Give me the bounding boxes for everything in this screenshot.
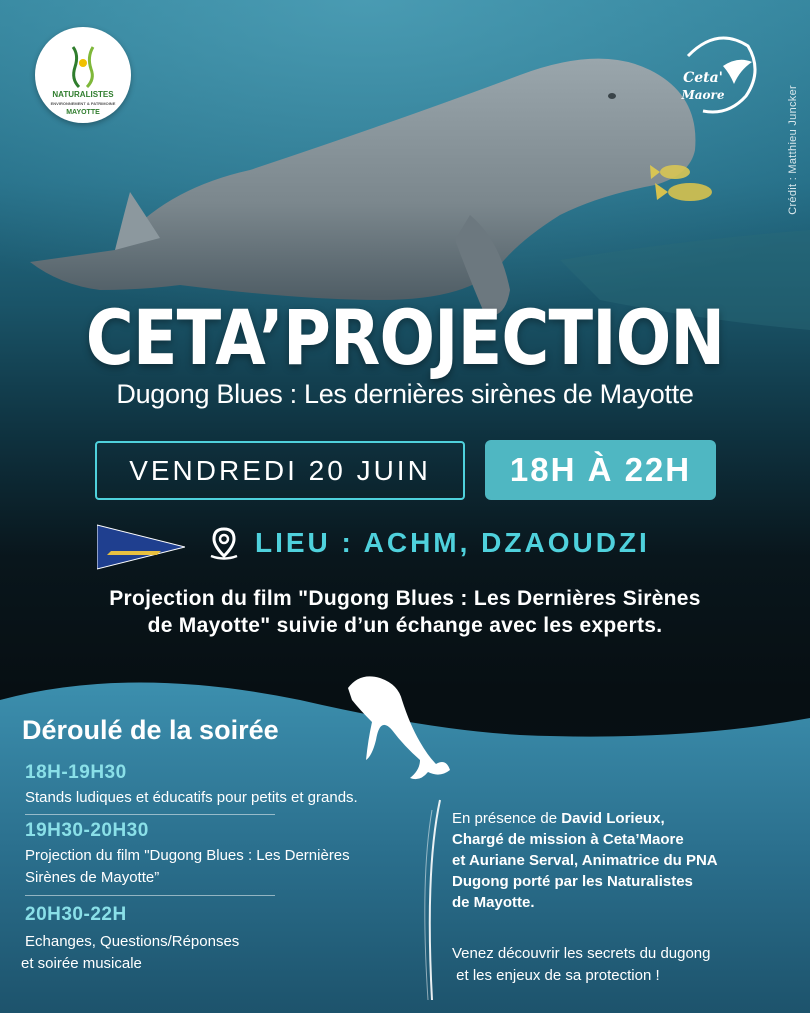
slot-text: Stands ludiques et éducatifs pour petits et grands. xyxy=(25,789,358,806)
slot-text: Projection du film "Dugong Blues : Les Dernières xyxy=(25,847,350,864)
cetamaore-logo xyxy=(668,26,766,124)
program-slot xyxy=(21,904,420,975)
description-line1: Projection du film "Dugong Blues : Les Dernières Sirènes xyxy=(109,587,701,610)
location-pin-icon xyxy=(207,526,241,560)
closing-line2: et les enjeux de sa protection ! xyxy=(452,967,660,984)
program-slot xyxy=(25,820,420,896)
venue-label: LIEU : ACHM, DZAOUDZI xyxy=(255,527,650,558)
event-description xyxy=(30,585,780,639)
divider xyxy=(25,814,275,815)
presence-line2: Chargé de mission à Ceta’Maore xyxy=(452,831,684,848)
event-title: CETA’PROJECTION xyxy=(85,293,725,382)
slot-time: 19H30-20H30 xyxy=(25,820,149,841)
slot-text: et soirée musicale xyxy=(21,955,142,972)
presence-line4: Dugong porté par les Naturalistes xyxy=(452,873,693,890)
slot-time: 18H-19H30 xyxy=(25,762,127,783)
slot-text: Echanges, Questions/Réponses xyxy=(25,933,240,950)
presence-intro: En présence de xyxy=(452,810,562,827)
naturalistes-line1: NATURALISTES xyxy=(52,90,114,99)
program-title: Déroulé de la soirée xyxy=(22,715,279,745)
presence-block xyxy=(452,808,792,913)
photo-credit: Crédit : Matthieu Juncker xyxy=(787,85,799,215)
cetamaore-line2: Maore xyxy=(681,88,725,102)
time-badge: 18H À 22H xyxy=(485,440,716,500)
closing-line1: Venez découvrir les secrets du dugong xyxy=(452,945,711,962)
slot-text: Sirènes de Mayotte” xyxy=(25,869,160,886)
slot-time: 20H30-22H xyxy=(25,904,127,925)
closing-text xyxy=(452,943,792,987)
divider xyxy=(25,895,275,896)
presence-line3: et Auriane Serval, Animatrice du PNA xyxy=(452,852,718,869)
event-subtitle: Dugong Blues : Les dernières sirènes de Mayotte xyxy=(116,379,694,409)
naturalistes-line3: MAYOTTE xyxy=(66,109,100,116)
achm-pennant-icon xyxy=(97,521,185,571)
presence-name-1: David Lorieux, xyxy=(561,810,665,827)
naturalistes-logo xyxy=(35,27,131,123)
description-line2: de Mayotte" suivie d’un échange avec les experts. xyxy=(147,614,663,637)
cetamaore-line1: Ceta' xyxy=(683,70,723,86)
presence-line5: de Mayotte. xyxy=(452,894,535,911)
naturalistes-line2: ENVIRONNEMENT & PATRIMOINE xyxy=(50,101,116,106)
date-badge: VENDREDI 20 JUIN xyxy=(95,441,465,500)
program-slot xyxy=(25,762,420,815)
